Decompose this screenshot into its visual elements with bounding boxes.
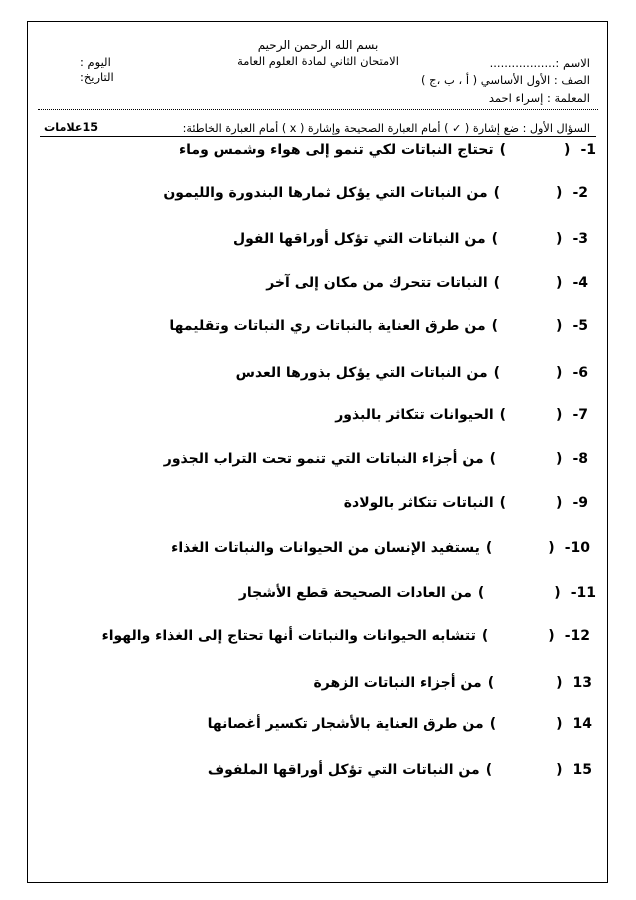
answer-box-open[interactable]: ( xyxy=(556,231,563,247)
item-number: 13 xyxy=(572,675,592,691)
item-number: 14 xyxy=(572,716,592,732)
question-instruction: السؤال الأول : ضع إشارة ( ✓ ) أمام العبارة الصحيحة وإشارة ( x ) أمام العبارة الخاطئة: xyxy=(182,122,590,135)
basmala: بسم الله الرحمن الرحيم xyxy=(257,38,379,52)
item-number: 11- xyxy=(570,585,596,601)
item-text: النباتات تتحرك من مكان إلى آخر xyxy=(266,275,488,291)
answer-box-open[interactable]: ( xyxy=(556,185,563,201)
answer-box-close[interactable]: ) xyxy=(487,675,495,691)
item-text: من طرق العناية بالنباتات ري النباتات وتقليمها xyxy=(169,318,486,334)
answer-box-open[interactable]: ( xyxy=(556,451,563,467)
item-text: من النباتات التي تؤكل أوراقها الملفوف xyxy=(207,762,480,778)
question-item xyxy=(266,275,588,291)
date-field: التاريخ: xyxy=(80,70,114,84)
item-text: تحتاج النباتات لكي تنمو إلى هواء وشمس وماء xyxy=(178,142,494,158)
answer-box-open[interactable]: ( xyxy=(556,407,563,423)
question-item xyxy=(239,585,596,601)
item-text: تتشابه الحيوانات والنباتات أنها تحتاج إلى الغذاء والهواء xyxy=(101,628,476,644)
question-item xyxy=(171,540,590,556)
item-text: من طرق العناية بالأشجار تكسير أغصانها xyxy=(207,716,484,732)
question-item xyxy=(313,675,592,691)
question-underline xyxy=(40,136,596,137)
question-item xyxy=(179,142,596,158)
item-text: الحيوانات تتكاثر بالبذور xyxy=(335,407,494,423)
answer-box-close[interactable]: ) xyxy=(485,762,493,778)
item-text: من أجزاء النباتات الزهرة xyxy=(313,675,482,691)
question-item xyxy=(169,318,588,334)
question-item xyxy=(344,495,588,511)
exam-title: الامتحان الثاني لمادة العلوم العامة xyxy=(237,54,399,68)
teacher-field: المعلمة : إسراء احمد xyxy=(488,91,590,105)
item-text: من النباتات التي يؤكل بذورها العدس xyxy=(235,365,488,381)
item-number: 4- xyxy=(572,275,588,291)
question-item xyxy=(163,185,588,201)
item-text: من العادات الصحيحة قطع الأشجار xyxy=(238,585,472,601)
item-number: 15 xyxy=(572,762,592,778)
item-number: 3- xyxy=(572,231,588,247)
answer-box-open[interactable]: ( xyxy=(548,540,555,556)
answer-box-open[interactable]: ( xyxy=(556,495,563,511)
item-number: 1- xyxy=(580,142,596,158)
item-number: 9- xyxy=(572,495,588,511)
answer-box-open[interactable]: ( xyxy=(556,716,563,732)
question-item xyxy=(164,451,588,467)
item-text: النباتات تتكاثر بالولادة xyxy=(343,495,494,511)
item-number: 10- xyxy=(564,540,590,556)
answer-box-close[interactable]: ) xyxy=(485,540,493,556)
answer-box-close[interactable]: ) xyxy=(481,628,489,644)
answer-box-close[interactable]: ) xyxy=(491,231,499,247)
answer-box-open[interactable]: ( xyxy=(548,628,555,644)
answer-box-close[interactable]: ) xyxy=(489,716,497,732)
student-name-field: الاسم :.................. xyxy=(489,56,590,70)
item-text: من النباتات التي تؤكل أوراقها الفول xyxy=(232,231,486,247)
class-field: الصف : الأول الأساسي ( أ ، ب ،ج ) xyxy=(421,73,590,87)
question-marks: 15علامات xyxy=(44,121,99,134)
answer-box-close[interactable]: ) xyxy=(499,142,507,158)
answer-box-close[interactable]: ) xyxy=(499,495,507,511)
item-text: من النباتات التي يؤكل ثمارها البندورة والليمون xyxy=(163,185,488,201)
answer-box-open[interactable]: ( xyxy=(556,275,563,291)
question-item xyxy=(208,762,592,778)
item-number: 8- xyxy=(572,451,588,467)
answer-box-close[interactable]: ) xyxy=(489,451,497,467)
item-number: 6- xyxy=(572,365,588,381)
answer-box-close[interactable]: ) xyxy=(493,185,501,201)
answer-box-open[interactable]: ( xyxy=(556,318,563,334)
answer-box-close[interactable]: ) xyxy=(491,318,499,334)
question-item xyxy=(233,231,588,247)
question-item xyxy=(208,716,592,732)
answer-box-close[interactable]: ) xyxy=(477,585,485,601)
item-text: يستفيد الإنسان من الحيوانات والنباتات الغذاء xyxy=(171,540,480,556)
dotted-separator xyxy=(38,109,598,110)
item-number: 2- xyxy=(572,185,588,201)
answer-box-open[interactable]: ( xyxy=(554,585,561,601)
question-item xyxy=(335,407,588,423)
item-number: 12- xyxy=(564,628,590,644)
item-number: 5- xyxy=(572,318,588,334)
answer-box-close[interactable]: ) xyxy=(499,407,507,423)
question-item xyxy=(102,628,590,644)
item-number: 7- xyxy=(572,407,588,423)
question-item xyxy=(236,365,588,381)
answer-box-open[interactable]: ( xyxy=(556,365,563,381)
answer-box-open[interactable]: ( xyxy=(556,762,563,778)
day-field: اليوم : xyxy=(80,55,111,69)
answer-box-open[interactable]: ( xyxy=(556,675,563,691)
answer-box-open[interactable]: ( xyxy=(564,142,571,158)
item-text: من أجزاء النباتات التي تنمو تحت التراب الجذور xyxy=(163,451,484,467)
answer-box-close[interactable]: ) xyxy=(493,275,501,291)
answer-box-close[interactable]: ) xyxy=(493,365,501,381)
